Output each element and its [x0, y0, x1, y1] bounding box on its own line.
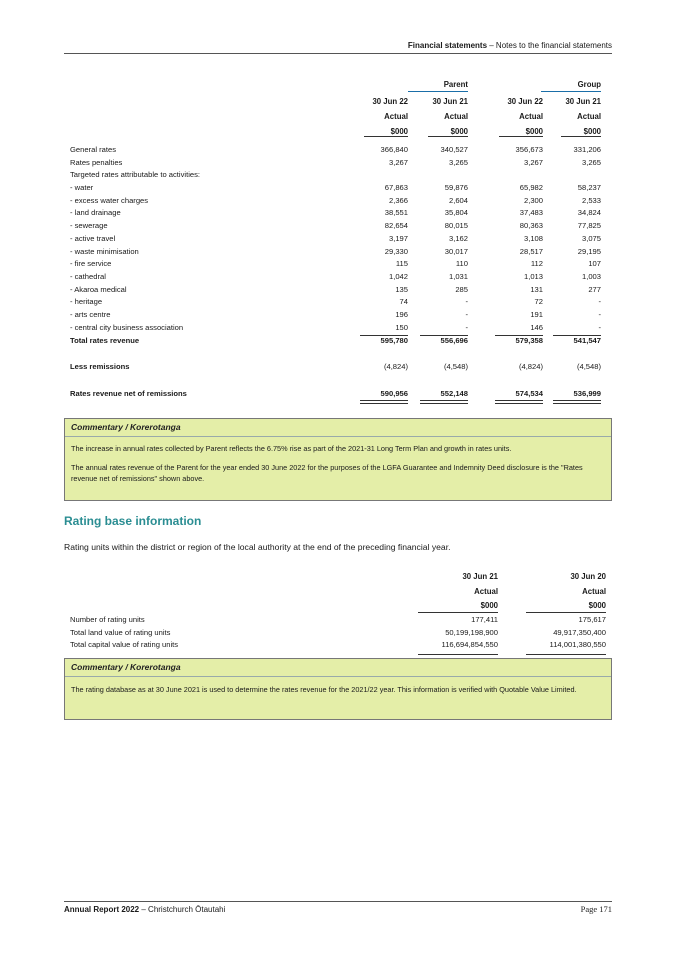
rating-base-table	[64, 570, 614, 652]
group-header-group: Group	[541, 80, 601, 92]
less-remissions-row: Less remissions (4,824) (4,548) (4,824) (4,548)	[70, 362, 601, 371]
page-footer	[64, 905, 225, 914]
table-row	[64, 144, 614, 157]
rating-base-rows	[64, 614, 614, 652]
row-value: 1,013	[523, 271, 543, 281]
row-label: - waste minimisation	[70, 246, 139, 256]
total-row: Total rates revenue 595,780 556,696 579,358 541,547	[70, 336, 601, 346]
row-value: 131	[530, 284, 543, 294]
row-value: 34,824	[577, 208, 601, 218]
row-label: - Akaroa medical	[70, 284, 127, 294]
row-value: 146	[530, 322, 543, 332]
column-headers	[64, 570, 614, 614]
row-label: - active travel	[70, 233, 116, 243]
row-value: -	[465, 297, 468, 307]
table-row	[64, 233, 614, 246]
table-row	[64, 207, 614, 220]
row-value: 2,366	[388, 195, 408, 205]
row-label: Total capital value of rating units	[70, 640, 179, 649]
commentary-title: Commentary / Korerotanga	[65, 659, 611, 677]
col-header: 30 Jun 20 Actual $000	[570, 572, 606, 610]
page-number: Page 171	[580, 904, 612, 914]
col-header: 30 Jun 21 Actual $000	[462, 572, 498, 610]
row-value: 366,840	[380, 145, 408, 154]
row-value: 37,483	[519, 208, 543, 218]
table-row	[64, 271, 614, 284]
row-value: -	[465, 322, 468, 332]
row-value: 82,654	[384, 221, 408, 231]
row-value: 150	[395, 322, 408, 332]
row-value: 1,031	[448, 271, 468, 281]
table-row	[64, 157, 614, 170]
header-rule	[64, 53, 612, 54]
row-value: 1,003	[581, 271, 601, 281]
row-label: - fire service	[70, 259, 112, 269]
column-headers	[64, 80, 614, 144]
row-value: 175,617	[578, 615, 606, 624]
row-value: 35,804	[444, 208, 468, 218]
table-row	[64, 627, 614, 640]
row-value: 3,162	[448, 233, 468, 243]
row-value: 196	[395, 309, 408, 319]
row-label: - heritage	[70, 297, 103, 307]
row-value: 285	[455, 284, 468, 294]
commentary-box	[64, 418, 612, 501]
row-value: 277	[588, 284, 601, 294]
table-row	[64, 614, 614, 627]
row-value: -	[598, 297, 601, 307]
row-value: 80,363	[519, 221, 543, 231]
row-value: 107	[588, 259, 601, 269]
row-value: 29,330	[384, 246, 408, 256]
row-value: 74	[399, 297, 408, 307]
row-value: 50,199,198,900	[445, 627, 498, 637]
commentary-title: Commentary / Korerotanga	[65, 419, 611, 437]
row-label: - central city business association	[70, 322, 184, 332]
row-value: 58,237	[577, 183, 601, 193]
row-label: - excess water charges	[70, 195, 149, 205]
section-title: Rating base information	[64, 514, 202, 528]
row-label: - sewerage	[70, 221, 108, 231]
table-row	[64, 284, 614, 297]
row-value: 340,527	[440, 145, 468, 154]
row-value: 29,195	[577, 246, 601, 256]
col-header: 30 Jun 21 Actual $000	[432, 97, 468, 136]
row-value: 65,982	[519, 183, 543, 193]
row-label: - water	[70, 183, 94, 193]
row-label: Rates penalties	[70, 157, 123, 167]
row-value: 3,267	[523, 157, 543, 167]
row-value: 116,694,854,550	[441, 640, 498, 649]
footer-subtitle: – Christchurch Ōtautahi	[139, 905, 226, 914]
row-value: 356,673	[515, 145, 543, 154]
row-value: 3,075	[581, 233, 601, 243]
rates-table	[64, 80, 614, 400]
row-label: Total land value of rating units	[70, 627, 171, 637]
row-label: - arts centre	[70, 309, 111, 319]
row-value: -	[465, 309, 468, 319]
table-row	[64, 258, 614, 271]
col-header: 30 Jun 21 Actual $000	[565, 97, 601, 136]
row-value: 2,604	[448, 195, 468, 205]
row-label: - land drainage	[70, 208, 121, 218]
row-value: 3,265	[581, 157, 601, 167]
row-value: 2,533	[581, 195, 601, 205]
row-value: 3,108	[523, 233, 543, 243]
row-value: 3,267	[388, 157, 408, 167]
table-row	[64, 195, 614, 208]
row-value: 135	[395, 284, 408, 294]
net-row: Rates revenue net of remissions 590,956 552,148 574,534 536,999	[64, 388, 614, 401]
col-header: 30 Jun 22 Actual $000	[372, 97, 408, 136]
row-value: 38,551	[384, 208, 408, 218]
row-value: 110	[455, 259, 468, 269]
rates-rows	[64, 144, 614, 334]
row-value: 80,015	[444, 221, 468, 231]
row-value: 59,876	[444, 183, 468, 193]
row-value: 1,042	[388, 271, 408, 281]
row-value: 28,517	[519, 246, 543, 256]
table-row	[64, 296, 614, 309]
table-row	[64, 169, 614, 182]
section-intro: Rating units within the district or region of the local authority at the end of the preceding financial year.	[64, 542, 451, 552]
row-label: Number of rating units	[70, 615, 145, 624]
page-header	[64, 41, 612, 50]
row-value: 72	[534, 297, 543, 307]
header-section: Financial statements	[407, 41, 488, 50]
table-row	[64, 220, 614, 233]
row-value: -	[598, 322, 601, 332]
row-value: 30,017	[444, 246, 468, 256]
row-value: 112	[530, 259, 543, 269]
row-value: 49,917,350,400	[553, 627, 606, 637]
row-value: 2,300	[523, 195, 543, 205]
table-row	[64, 322, 614, 335]
row-value: 191	[530, 309, 543, 319]
row-value: 3,197	[388, 233, 408, 243]
commentary-paragraph: The increase in annual rates collected by Parent reflects the 6.75% rise as part of the 2021-31 Long Term Plan and growth in rates units.	[71, 444, 512, 453]
row-value: 77,825	[577, 221, 601, 231]
row-value: -	[598, 309, 601, 319]
commentary-box	[64, 658, 612, 720]
footer-title: Annual Report 2022	[64, 905, 140, 914]
col-header: 30 Jun 22 Actual $000	[507, 97, 543, 136]
footer-rule	[64, 901, 612, 902]
header-subsection: – Notes to the financial statements	[487, 41, 612, 50]
table-row	[64, 182, 614, 195]
row-label: - cathedral	[70, 271, 106, 281]
row-value: 3,265	[448, 157, 468, 167]
row-value: 114,001,380,550	[549, 640, 606, 649]
row-label: General rates	[70, 145, 117, 154]
table-row	[64, 309, 614, 322]
row-value: 115	[395, 259, 408, 269]
row-label: Targeted rates attributable to activities:	[70, 170, 201, 180]
group-header-parent: Parent	[408, 80, 468, 92]
row-value: 331,206	[573, 145, 601, 154]
commentary-paragraph: The annual rates revenue of the Parent for the year ended 30 June 2022 for the purposes of the LGFA Guarantee and Indemnity Deed disclosure is the "Rates revenue net of remissions" shown above.	[71, 463, 583, 483]
table-row	[64, 639, 614, 652]
commentary-paragraph: The rating database as at 30 June 2021 is used to determine the rates revenue for the 2021/22 year. This information is verified with Quotable Value Limited.	[71, 685, 577, 694]
table-row	[64, 246, 614, 259]
row-value: 67,863	[384, 183, 408, 193]
row-value: 177,411	[471, 615, 498, 624]
